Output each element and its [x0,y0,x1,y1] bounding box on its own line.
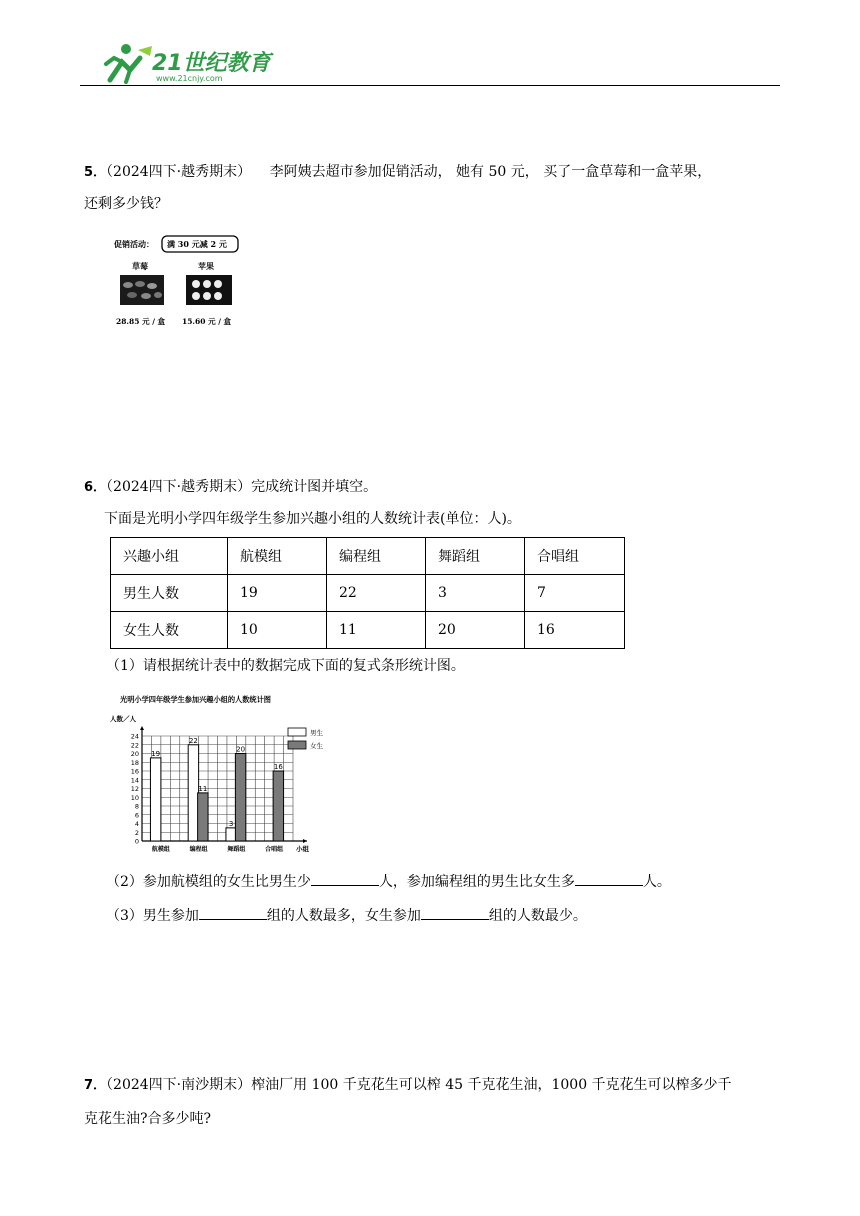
y-tick-label: 8 [134,802,139,811]
y-tick-label: 14 [130,776,139,785]
bar-girls [235,754,245,842]
x-tick-label: 编程组 [189,846,208,853]
bar-data-label: 20 [236,745,246,754]
blank-answer-1[interactable] [311,871,379,886]
x-axis-label: 小组 [296,845,309,853]
apple-box-icon [186,275,232,305]
blank-answer-2[interactable] [575,871,643,886]
legend-label: 男生 [310,729,323,737]
y-tick-label: 22 [130,741,139,750]
bar-girls [273,771,283,841]
item1-price: 28.85 元 / 盒 [116,317,166,326]
x-axis-arrow [303,839,307,843]
legend-swatch [288,728,306,736]
x-tick-label: 合唱组 [265,846,284,853]
q6-sub1: （1）请根据统计表中的数据完成下面的复式条形统计图。 [106,658,465,674]
table-row: 女生人数 10 11 20 16 [111,612,625,649]
x-tick-label: 舞蹈组 [227,846,246,853]
item2-name: 苹果 [198,261,214,271]
legend-label: 女生 [310,742,323,750]
blank-answer-3[interactable] [199,905,267,920]
bar-data-label: 3 [228,819,234,828]
y-tick-label: 10 [130,793,139,802]
q7-line2: 克花生油?合多少吨? [84,1111,212,1127]
q6-sub2: （2）参加航模组的女生比男生少 人，参加编程组的男生比女生多 人。 [106,868,671,896]
y-tick-label: 12 [130,785,139,793]
header-rule [80,85,780,86]
item1-name: 草莓 [132,261,148,271]
legend-swatch [288,741,306,749]
logo-url: www.21cnjy.com [156,74,223,83]
y-tick-label: 4 [134,820,139,828]
y-tick-label: 2 [134,828,139,837]
q5-line2: 还剩多少钱？ [84,196,168,212]
svg-text:满 30 元减 2 元: 满 30 元减 2 元 [167,239,227,249]
table-header-row: 兴趣小组 航模组 编程组 舞蹈组 合唱组 [111,538,625,575]
bar-data-label: 22 [188,736,198,745]
bar-data-label: 11 [198,784,208,793]
runner-icon [106,44,152,82]
bar-boys [188,745,198,841]
q6-table-caption: 下面是光明小学四年级学生参加兴趣小组的人数统计表(单位：人)。 [104,511,521,527]
y-tick-label: 18 [130,758,139,767]
bar-data-label: 16 [273,763,283,771]
promo-image [114,233,244,328]
y-axis-arrow [140,726,144,730]
item2-price: 15.60 元 / 盒 [182,317,232,326]
y-tick-label: 24 [130,732,139,741]
bar-girls [198,793,208,841]
y-tick-label: 0 [134,837,139,846]
svg-text:促销活动：: 促销活动： [114,239,154,249]
y-tick-label: 16 [130,767,139,776]
q5-line1: 5．（2024四下·越秀期末） 李阿姨去超市参加促销活动， 她有 50 元， 买了一盒草莓和一盒苹果， [84,164,712,180]
bar-boys [150,758,160,841]
x-tick-label: 航模组 [151,846,170,853]
table-row: 男生人数 19 22 3 7 [111,575,625,612]
y-tick-label: 20 [130,750,139,758]
q7-line1: 7．（2024四下·南沙期末）榨油厂用 100 千克花生可以榨 45 千克花生油，1000 千克花生可以榨多少千 [84,1077,732,1093]
bar-data-label: 19 [151,749,161,758]
y-axis-label: 人数／人 [110,715,136,723]
stat-table [110,537,625,649]
chart-title: 光明小学四年级学生参加兴趣小组的人数统计图 [120,695,271,704]
logo-text: 21世纪教育 [152,51,271,76]
site-logo [100,40,275,84]
q6-title: 6．（2024四下·越秀期末）完成统计图并填空。 [84,479,378,495]
y-tick-label: 6 [134,811,139,820]
bar-boys [226,828,236,841]
blank-answer-4[interactable] [421,905,489,920]
bar-chart [108,690,323,855]
strawberry-box-icon [120,275,164,305]
q6-sub3: （3）男生参加 组的人数最多，女生参加 组的人数最少。 [106,902,587,930]
